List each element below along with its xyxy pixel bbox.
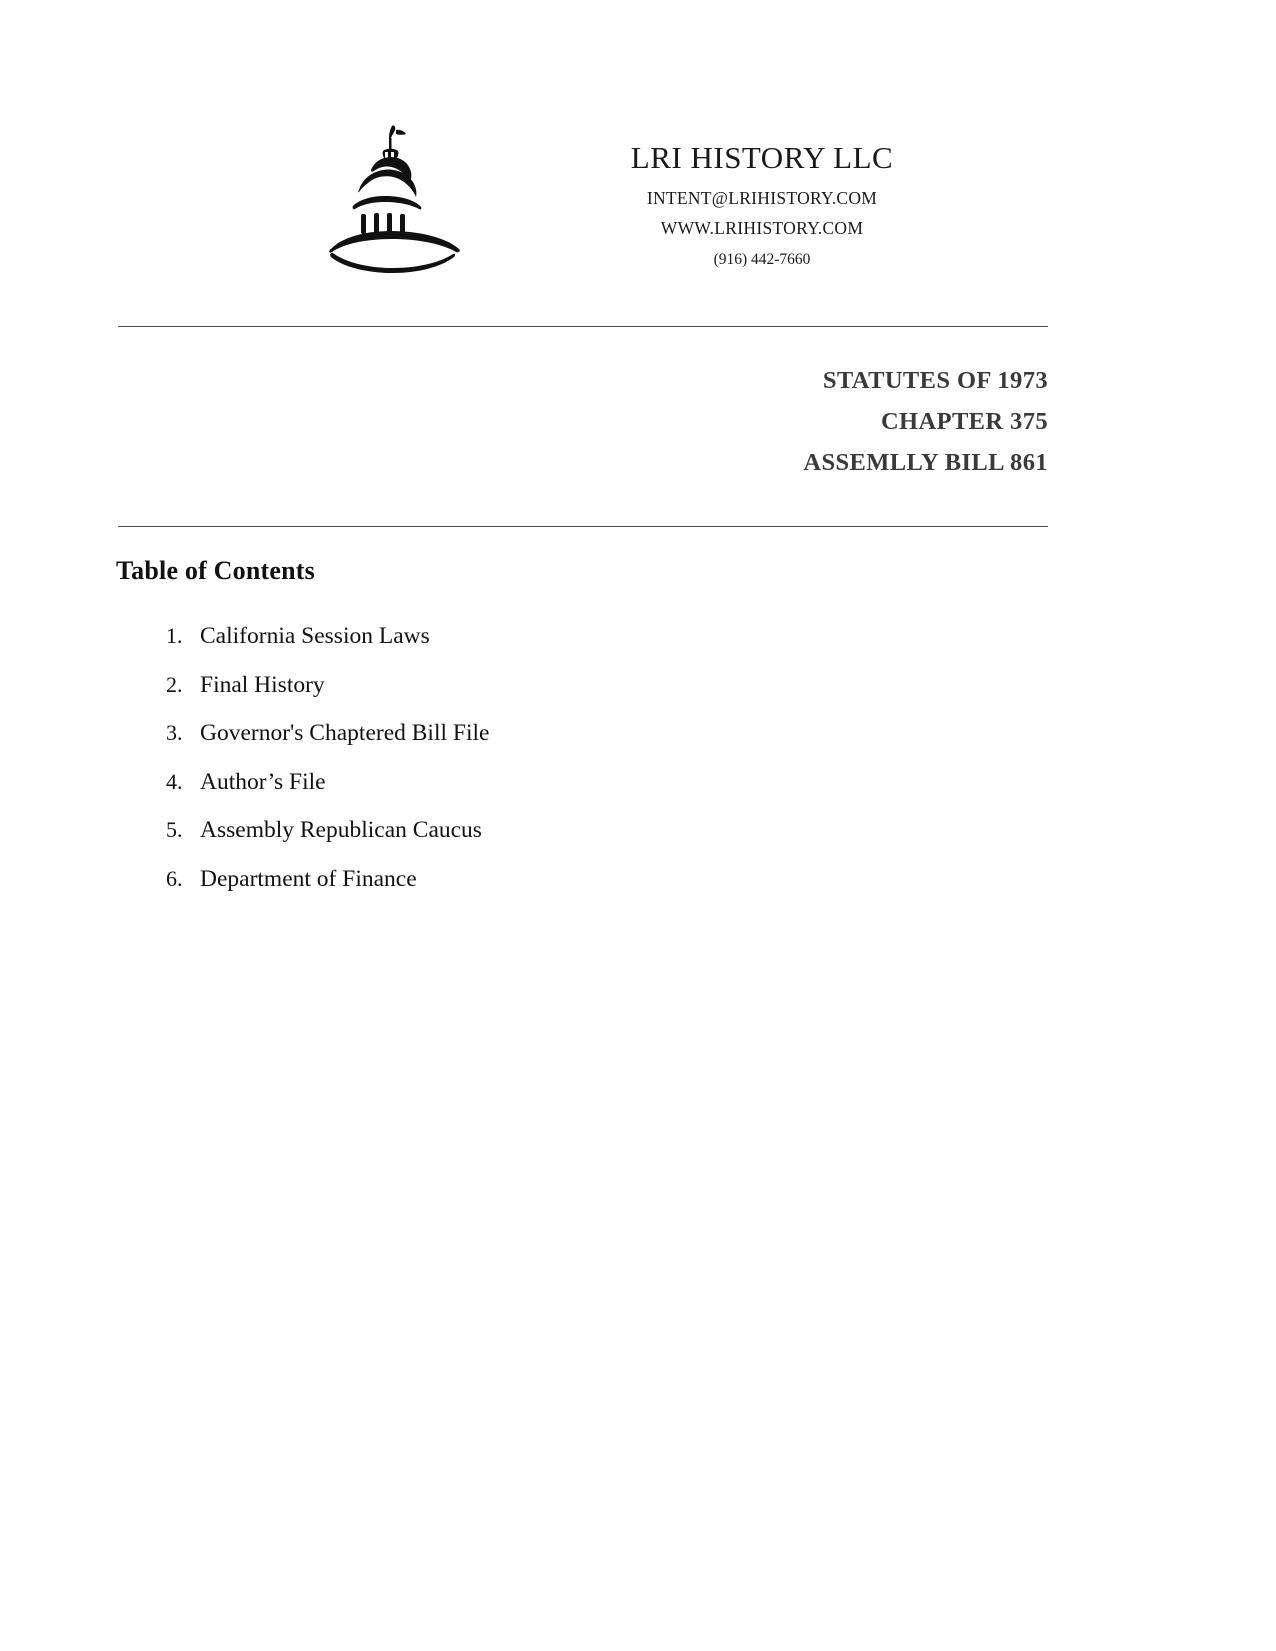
list-item: 6. Department of Finance (188, 855, 489, 904)
email-address: INTENT@LRIHISTORY.COM (646, 188, 878, 208)
company-name: LRI HISTORY LLC (630, 140, 894, 175)
letterhead (0, 0, 1276, 283)
statutes-year: STATUTES OF 1973 (822, 367, 1048, 394)
chapter-number: CHAPTER 375 (880, 408, 1048, 435)
list-item: 3. Governor's Chaptered Bill File (188, 709, 489, 758)
list-item: 5. Assembly Republican Caucus (188, 806, 489, 855)
table-of-contents-list (116, 612, 489, 903)
capitol-dome-logo (319, 118, 489, 283)
divider-bottom (118, 526, 1048, 527)
table-of-contents-heading: Table of Contents (116, 556, 315, 585)
list-item: 1. California Session Laws (188, 612, 489, 661)
website-address: WWW.LRIHISTORY.COM (660, 218, 864, 238)
bill-number: ASSEMLLY BILL 861 (803, 449, 1048, 476)
phone-number: (916) 442-7660 (713, 251, 811, 268)
document-title-block (118, 360, 1048, 483)
list-item: 4. Author’s File (188, 758, 489, 807)
list-item: 2. Final History (188, 661, 489, 710)
divider-top (118, 326, 1048, 327)
contact-block (527, 118, 997, 269)
